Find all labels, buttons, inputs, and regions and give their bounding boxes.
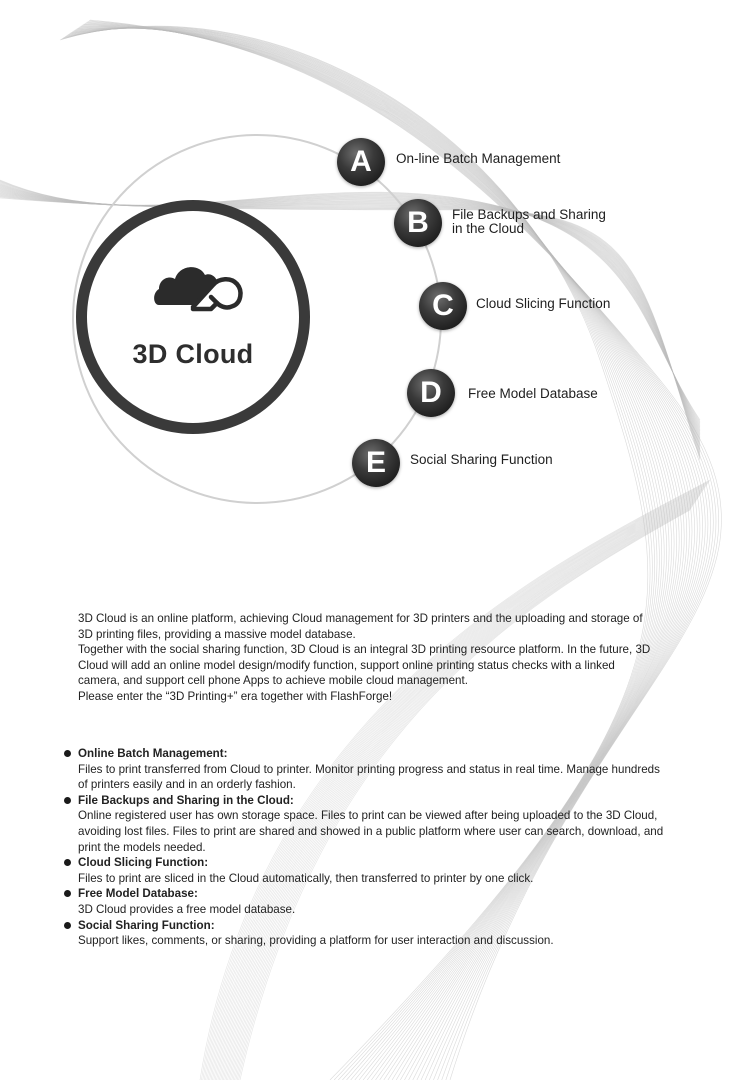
feature-badge-d: D xyxy=(407,369,455,417)
bullet-icon xyxy=(64,922,71,929)
cloud-logo-icon xyxy=(153,253,249,315)
detail-item xyxy=(64,918,664,949)
detail-description: Files to print transferred from Cloud to printer. Monitor printing progress and status in real time. Manage hundreds of printers easily and in an orderly fashion. xyxy=(78,762,660,792)
feature-label-b-line1: File Backups and Sharing xyxy=(452,207,606,222)
intro-paragraph: 3D Cloud is an online platform, achieving Cloud management for 3D printers and the uploading and storage of 3D printing files, providing a massive model database. xyxy=(78,612,643,641)
detail-description: Online registered user has own storage space. Files to print can be viewed after being uploaded to the 3D Cloud, avoiding lost files. Files to print are shared and showed in a public platform where user can search, download, and print the models needed. xyxy=(78,809,664,854)
feature-label-d: Free Model Database xyxy=(468,386,598,401)
feature-details-list xyxy=(64,746,664,949)
detail-description: 3D Cloud provides a free model database. xyxy=(78,902,296,916)
detail-description: Files to print are sliced in the Cloud automatically, then transferred to printer by one click. xyxy=(78,871,534,885)
feature-badge-e: E xyxy=(352,439,400,487)
feature-badge-a: A xyxy=(337,138,385,186)
intro-text xyxy=(78,611,658,705)
feature-badge-c: C xyxy=(419,282,467,330)
bullet-icon xyxy=(64,859,71,866)
detail-title: Cloud Slicing Function: xyxy=(78,856,209,870)
hub-title: 3D Cloud xyxy=(132,339,254,369)
intro-paragraph: Please enter the “3D Printing+” era together with FlashForge! xyxy=(78,689,393,703)
detail-item xyxy=(64,886,664,917)
feature-label-b xyxy=(452,208,606,236)
detail-description: Support likes, comments, or sharing, providing a platform for user interaction and discussion. xyxy=(78,934,554,948)
bullet-icon xyxy=(64,750,71,757)
feature-label-a: On-line Batch Management xyxy=(396,151,561,166)
detail-title: Online Batch Management: xyxy=(78,747,228,760)
detail-item xyxy=(64,793,664,855)
detail-item xyxy=(64,855,664,886)
feature-badge-b: B xyxy=(394,199,442,247)
feature-label-e: Social Sharing Function xyxy=(410,452,553,467)
intro-paragraph: Together with the social sharing function, 3D Cloud is an integral 3D printing resource platform. In the future, 3D Cloud will add an online model design/modify function, support online printing status checks with a linked camera, and support cell phone Apps to achieve mobile cloud management. xyxy=(78,643,651,688)
feature-label-c: Cloud Slicing Function xyxy=(476,296,611,311)
bullet-icon xyxy=(64,797,71,804)
bullet-icon xyxy=(64,890,71,897)
detail-item xyxy=(64,746,664,793)
detail-title: Free Model Database: xyxy=(78,887,198,901)
detail-title: Social Sharing Function: xyxy=(78,918,215,932)
cloud-hub xyxy=(76,200,310,434)
feature-label-b-line2: in the Cloud xyxy=(452,221,525,236)
detail-title: File Backups and Sharing in the Cloud: xyxy=(78,793,294,807)
